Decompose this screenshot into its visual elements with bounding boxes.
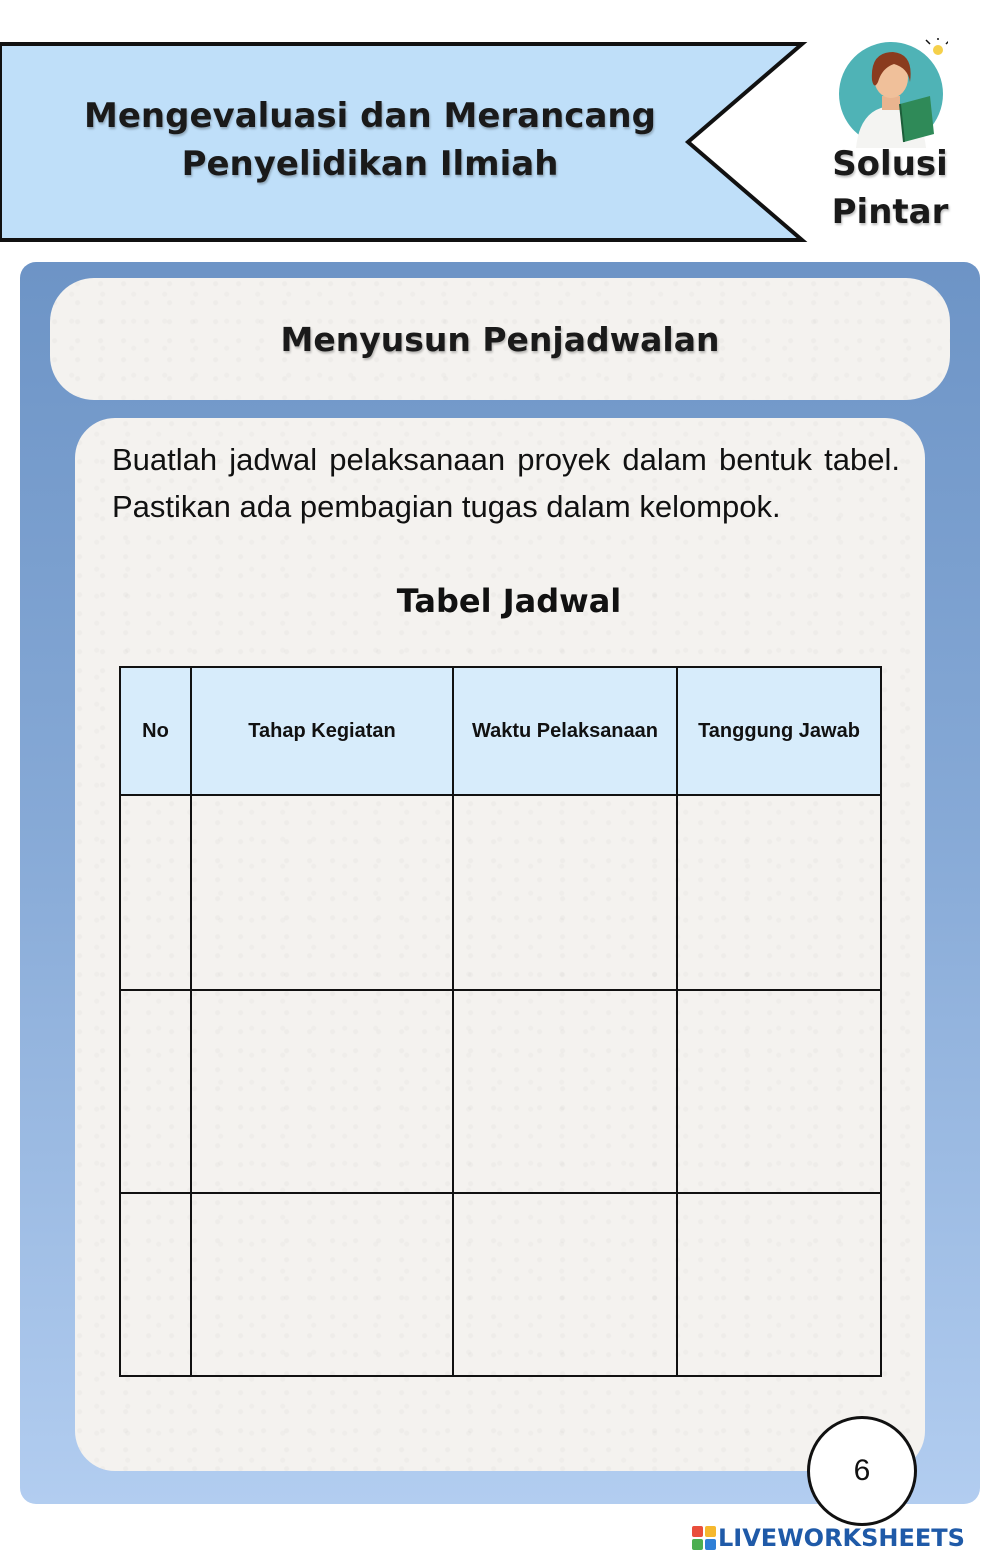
section-title: Menyusun Penjadwalan bbox=[280, 319, 720, 359]
cell-tanggung-jawab[interactable] bbox=[677, 795, 881, 990]
table-header-row bbox=[120, 667, 881, 795]
liveworksheets-brand[interactable] bbox=[692, 1520, 965, 1556]
logo-line2: Pintar bbox=[831, 192, 949, 232]
header-waktu-pelaksanaan: Waktu Pelaksanaan bbox=[453, 667, 677, 795]
header-no: No bbox=[120, 667, 191, 795]
cell-waktu-pelaksanaan[interactable] bbox=[453, 990, 677, 1193]
brand-text: LIVEWORKSHEETS bbox=[718, 1524, 965, 1552]
table-row bbox=[120, 1193, 881, 1376]
section-header bbox=[50, 278, 950, 400]
cell-tahap-kegiatan[interactable] bbox=[191, 990, 453, 1193]
cell-waktu-pelaksanaan[interactable] bbox=[453, 795, 677, 990]
table-title: Tabel Jadwal bbox=[396, 582, 622, 620]
banner-title-line2: Penyelidikan Ilmiah bbox=[181, 144, 559, 184]
cell-no[interactable] bbox=[120, 990, 191, 1193]
teacher-avatar-icon bbox=[838, 38, 948, 148]
schedule-table bbox=[119, 666, 882, 1377]
cell-no[interactable] bbox=[120, 795, 191, 990]
liveworksheets-logo-icon bbox=[692, 1526, 716, 1550]
cell-tahap-kegiatan[interactable] bbox=[191, 1193, 453, 1376]
table-row bbox=[120, 990, 881, 1193]
banner-title bbox=[60, 92, 680, 188]
cell-no[interactable] bbox=[120, 1193, 191, 1376]
header-tahap-kegiatan: Tahap Kegiatan bbox=[191, 667, 453, 795]
header-tanggung-jawab: Tanggung Jawab bbox=[677, 667, 881, 795]
cell-tanggung-jawab[interactable] bbox=[677, 1193, 881, 1376]
instruction-text: Buatlah jadwal pelaksanaan proyek dalam bentuk tabel. Pastikan ada pembagian tugas dalam kelompok. bbox=[112, 442, 900, 524]
cell-tanggung-jawab[interactable] bbox=[677, 990, 881, 1193]
page-number: 6 bbox=[807, 1416, 917, 1526]
logo-text bbox=[820, 140, 960, 236]
content-panel bbox=[75, 418, 925, 1471]
cell-waktu-pelaksanaan[interactable] bbox=[453, 1193, 677, 1376]
cell-tahap-kegiatan[interactable] bbox=[191, 795, 453, 990]
banner-title-line1: Mengevaluasi dan Merancang bbox=[84, 96, 656, 136]
logo-line1: Solusi bbox=[832, 144, 948, 184]
table-row bbox=[120, 795, 881, 990]
